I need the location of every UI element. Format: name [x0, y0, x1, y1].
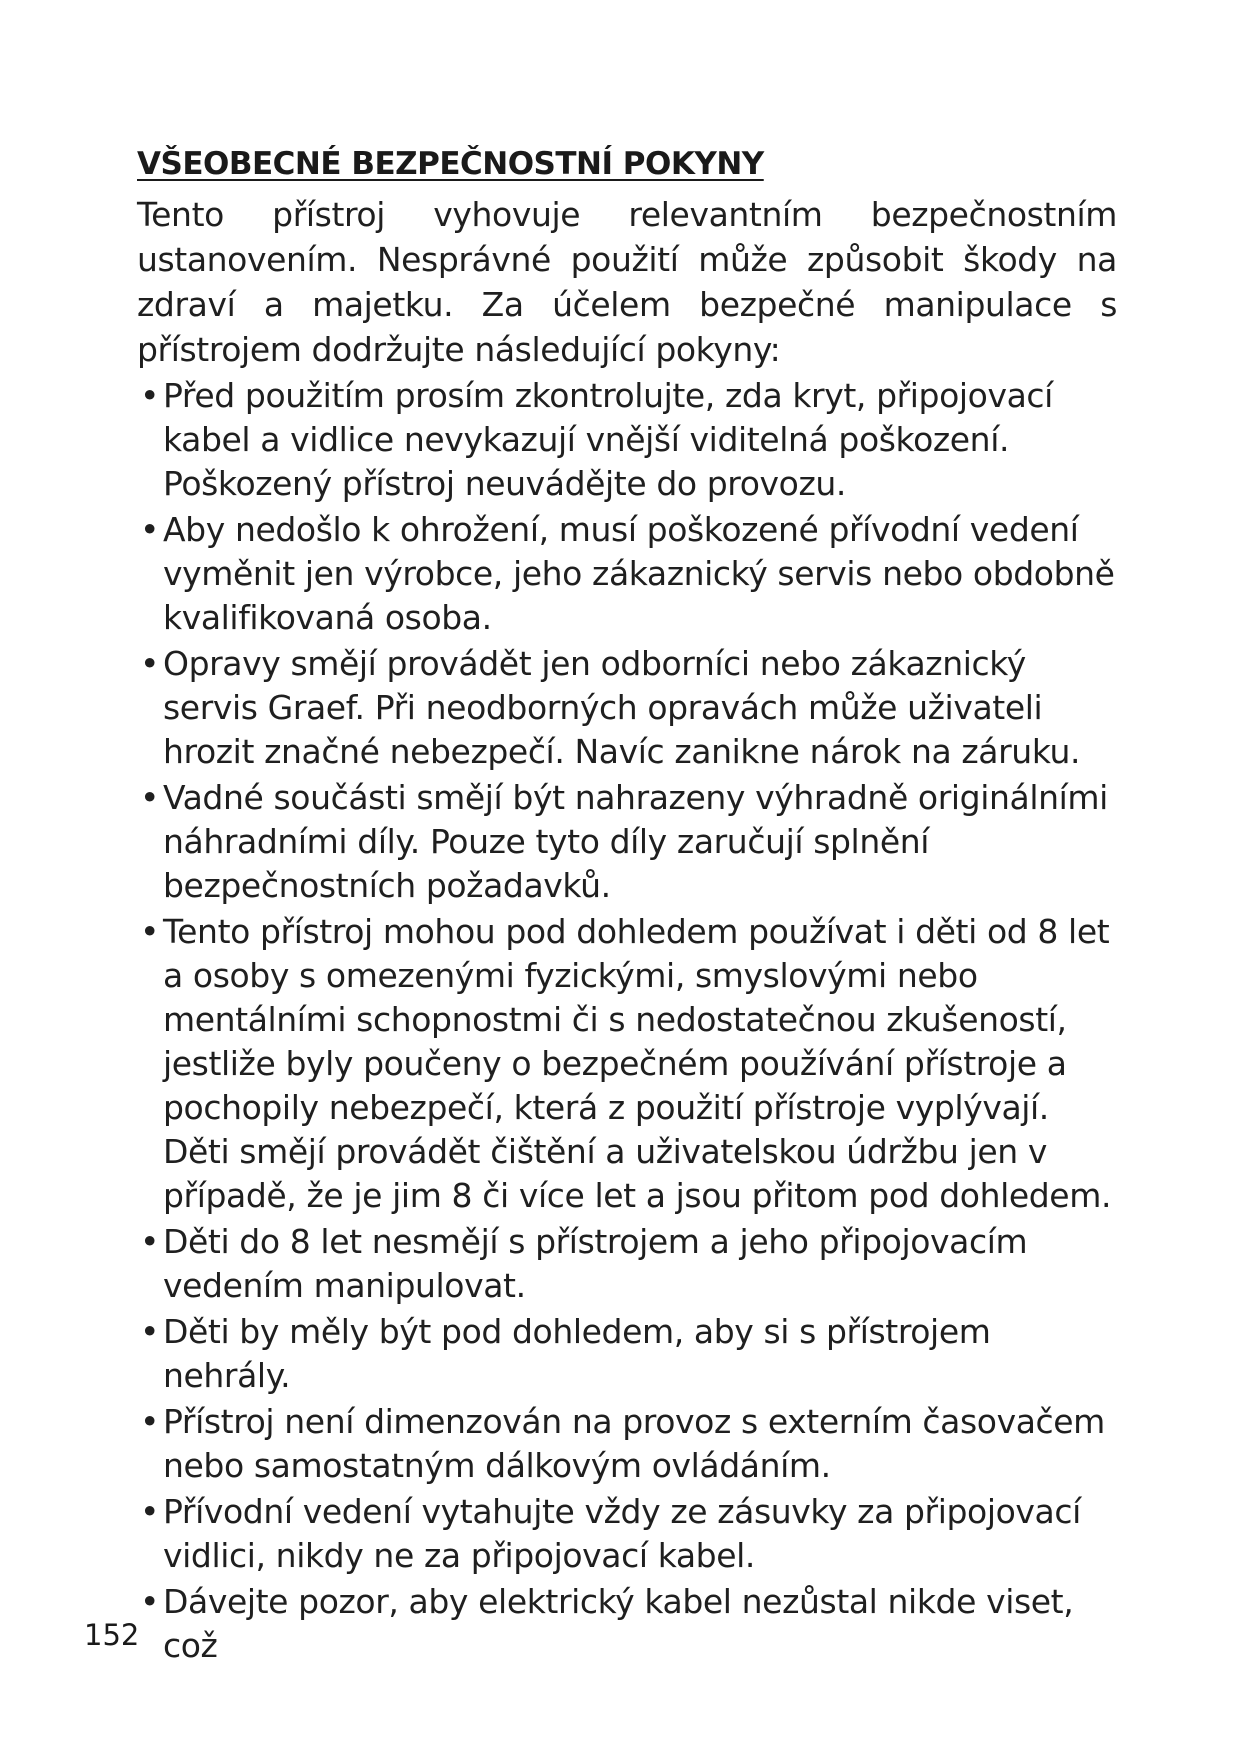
list-item-text: Tento přístroj mohou pod dohledem používat i děti od 8 let a osoby s omezenými fyzickými, smyslovými nebo mentálními schopnostmi či s nedostatečnou zkušeností, jestliže byly poučeny o bezpečném používání přístroje a pochopily nebezpečí, která z použití přístroje vyplývají. Děti smějí provádět čištění a uživatelskou údržbu jen v případě, že je jim 8 či více let a jsou přitom pod dohledem.: [163, 912, 1112, 1215]
list-item: [137, 508, 1117, 640]
bullet-icon: •: [140, 1492, 160, 1531]
list-item: [137, 374, 1117, 506]
list-item-text: Dávejte pozor, aby elektrický kabel nezůstal nikde viset, což: [163, 1582, 1074, 1665]
list-item: [137, 910, 1117, 1218]
section-heading: VŠEOBECNÉ BEZPEČNOSTNÍ POKYNY: [137, 146, 764, 182]
bullet-icon: •: [140, 1222, 160, 1261]
intro-paragraph: Tento přístroj vyhovuje relevantním bezpečnostním ustanovením. Nesprávné použití může způsobit škody na zdraví a majetku. Za účelem bezpečné manipulace s přístrojem dodržujte následující pokyny:: [137, 195, 1117, 369]
list-item-text: Opravy smějí provádět jen odborníci nebo zákaznický servis Graef. Při neodborných opravách může uživateli hrozit značné nebezpečí. Navíc zanikne nárok na záruku.: [163, 644, 1081, 771]
list-item-text: Přístroj není dimenzován na provoz s externím časovačem nebo samostatným dálkovým ovládáním.: [163, 1402, 1105, 1485]
list-item-text: Aby nedošlo k ohrožení, musí poškozené přívodní vedení vyměnit jen výrobce, jeho zákaznický servis nebo obdobně kvalifikovaná osoba.: [163, 510, 1115, 637]
bullet-icon: •: [140, 376, 160, 415]
safety-instructions-list: [137, 374, 1117, 1668]
list-item-text: Vadné součásti smějí být nahrazeny výhradně originálními náhradními díly. Pouze tyto díly zaručují splnění bezpečnostních požadavků.: [163, 778, 1108, 905]
bullet-icon: •: [140, 1402, 160, 1441]
list-item-text: Děti do 8 let nesmějí s přístrojem a jeho připojovacím vedením manipulovat.: [163, 1222, 1028, 1305]
list-item: [137, 642, 1117, 774]
list-item: [137, 1400, 1117, 1488]
list-item: [137, 776, 1117, 908]
list-item-text: Děti by měly být pod dohledem, aby si s přístrojem nehrály.: [163, 1312, 991, 1395]
list-item-text: Přívodní vedení vytahujte vždy ze zásuvky za připojovací vidlici, nikdy ne za připojovací kabel.: [163, 1492, 1081, 1575]
page-content: [137, 144, 1117, 1668]
bullet-icon: •: [140, 778, 160, 817]
page-number: 152: [84, 1618, 140, 1652]
bullet-icon: •: [140, 510, 160, 549]
list-item: [137, 1490, 1117, 1578]
bullet-icon: •: [140, 912, 160, 951]
list-item-text: Před použitím prosím zkontrolujte, zda kryt, připojovací kabel a vidlice nevykazují vnější viditelná poškození. Poškozený přístroj neuvádějte do provozu.: [163, 376, 1053, 503]
list-item: [137, 1580, 1117, 1668]
bullet-icon: •: [140, 1312, 160, 1351]
bullet-icon: •: [140, 1582, 160, 1621]
bullet-icon: •: [140, 644, 160, 683]
list-item: [137, 1310, 1117, 1398]
list-item: [137, 1220, 1117, 1308]
